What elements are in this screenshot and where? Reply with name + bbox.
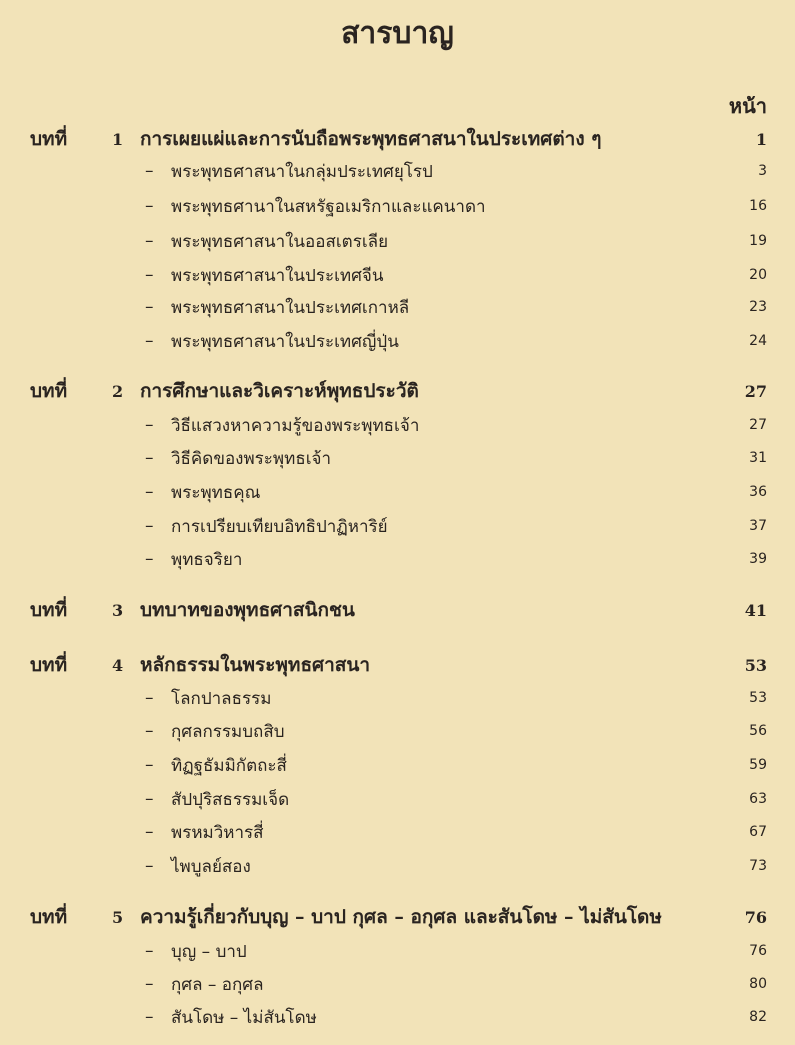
- item-title: พระพุทธศาสนาในกลุ่มประเทศยุโรป: [171, 161, 433, 182]
- item-title: พระพุทธศาสนาในออสเตรเลีย: [171, 231, 389, 252]
- toc-item: [145, 853, 767, 879]
- toc-item: [145, 786, 767, 812]
- toc-item: [145, 479, 767, 505]
- chapter-number: 4: [112, 655, 124, 675]
- chapter-page: 1: [755, 129, 767, 149]
- item-title: พระพุทธศาสนาในประเทศจีน: [171, 265, 384, 286]
- toc-item: [145, 752, 767, 778]
- item-title: ไพบูลย์สอง: [171, 856, 251, 877]
- chapter-number: 2: [112, 381, 124, 401]
- page-column-header: หน้า: [728, 94, 767, 118]
- item-page: 31: [749, 450, 767, 466]
- item-title: พระพุทธศาสนาในประเทศญี่ปุ่น: [171, 331, 399, 352]
- item-title: สัปปุริสธรรมเจ็ด: [171, 789, 290, 810]
- item-page: 23: [749, 299, 767, 315]
- toc-item: [145, 193, 767, 219]
- chapter-title: การศึกษาและวิเคราะห์พุทธประวัติ: [140, 380, 419, 402]
- item-page: 39: [749, 551, 767, 567]
- item-dash: –: [145, 1007, 154, 1027]
- toc-item: [145, 262, 767, 288]
- item-title: พระพุทธศาสนาในประเทศเกาหลี: [171, 297, 410, 318]
- item-dash: –: [145, 231, 154, 251]
- chapter-label: บทที่: [30, 128, 68, 150]
- chapter-heading: [30, 377, 767, 405]
- item-page: 37: [749, 518, 767, 534]
- toc-item: [145, 513, 767, 539]
- item-dash: –: [145, 974, 154, 994]
- toc-item: [145, 412, 767, 438]
- toc-item: [145, 546, 767, 572]
- toc-item: [145, 328, 767, 354]
- item-dash: –: [145, 448, 154, 468]
- toc-item: [145, 938, 767, 964]
- chapter-title: หลักธรรมในพระพุทธศาสนา: [140, 654, 371, 676]
- item-title: กุศล – อกุศล: [171, 974, 264, 995]
- item-page: 67: [749, 824, 767, 840]
- item-page: 27: [749, 417, 767, 433]
- chapter-page: 76: [744, 907, 767, 927]
- item-page: 76: [749, 943, 767, 959]
- chapter-heading: [30, 903, 767, 931]
- item-dash: –: [145, 196, 154, 216]
- item-page: 16: [749, 198, 767, 214]
- item-dash: –: [145, 415, 154, 435]
- item-page: 59: [749, 757, 767, 773]
- item-title: กุศลกรรมบถสิบ: [171, 721, 285, 742]
- item-title: สันโดษ – ไม่สันโดษ: [171, 1007, 317, 1028]
- toc-item: [145, 1004, 767, 1030]
- chapter-page: 53: [744, 655, 767, 675]
- chapter-label: บทที่: [30, 599, 68, 621]
- item-title: ทิฏฐธัมมิกัตถะสี่: [171, 755, 287, 776]
- item-title: พระพุทธคุณ: [171, 482, 261, 503]
- item-dash: –: [145, 516, 154, 536]
- toc-item: [145, 718, 767, 744]
- toc-item: [145, 819, 767, 845]
- toc-item: [145, 685, 767, 711]
- chapter-page: 41: [744, 600, 767, 620]
- chapter-heading: [30, 596, 767, 624]
- toc-item: [145, 294, 767, 320]
- item-title: วิธีแสวงหาความรู้ของพระพุทธเจ้า: [171, 415, 420, 436]
- item-page: 82: [749, 1009, 767, 1025]
- item-dash: –: [145, 755, 154, 775]
- item-title: การเปรียบเทียบอิทธิปาฏิหาริย์: [171, 516, 388, 537]
- chapter-title: การเผยแผ่และการนับถือพระพุทธศาสนาในประเทศต่าง ๆ: [140, 128, 602, 150]
- item-dash: –: [145, 482, 154, 502]
- chapter-label: บทที่: [30, 654, 68, 676]
- item-title: บุญ – บาป: [171, 941, 247, 962]
- item-page: 24: [749, 333, 767, 349]
- item-dash: –: [145, 856, 154, 876]
- item-dash: –: [145, 789, 154, 809]
- item-title: พุทธจริยา: [171, 549, 243, 570]
- chapter-page: 27: [744, 381, 767, 401]
- toc-item: [145, 971, 767, 997]
- chapter-heading: [30, 125, 767, 153]
- chapter-label: บทที่: [30, 380, 68, 402]
- item-dash: –: [145, 549, 154, 569]
- item-page: 63: [749, 791, 767, 807]
- page-title: สารบาญ: [341, 16, 454, 51]
- item-dash: –: [145, 941, 154, 961]
- item-title: พรหมวิหารสี่: [171, 822, 264, 843]
- chapter-number: 5: [112, 907, 124, 927]
- chapter-heading: [30, 651, 767, 679]
- toc-item: [145, 158, 767, 184]
- item-dash: –: [145, 688, 154, 708]
- chapter-label: บทที่: [30, 906, 68, 928]
- chapter-title: บทบาทของพุทธศาสนิกชน: [140, 599, 355, 621]
- chapter-number: 1: [112, 129, 124, 149]
- item-dash: –: [145, 331, 154, 351]
- chapter-title: ความรู้เกี่ยวกับบุญ – บาป กุศล – อกุศล และสันโดษ – ไม่สันโดษ: [140, 906, 662, 928]
- item-page: 73: [749, 858, 767, 874]
- item-dash: –: [145, 161, 154, 181]
- item-title: วิธีคิดของพระพุทธเจ้า: [171, 448, 332, 469]
- item-page: 53: [749, 690, 767, 706]
- item-page: 20: [749, 267, 767, 283]
- item-dash: –: [145, 822, 154, 842]
- item-title: โลกปาลธรรม: [171, 688, 272, 709]
- item-page: 3: [758, 163, 767, 179]
- item-dash: –: [145, 265, 154, 285]
- item-page: 80: [749, 976, 767, 992]
- chapter-number: 3: [112, 600, 124, 620]
- toc-item: [145, 445, 767, 471]
- item-page: 56: [749, 723, 767, 739]
- item-dash: –: [145, 721, 154, 741]
- item-page: 19: [749, 233, 767, 249]
- item-page: 36: [749, 484, 767, 500]
- item-dash: –: [145, 297, 154, 317]
- item-title: พระพุทธศานาในสหรัฐอเมริกาและแคนาดา: [171, 196, 486, 217]
- toc-item: [145, 228, 767, 254]
